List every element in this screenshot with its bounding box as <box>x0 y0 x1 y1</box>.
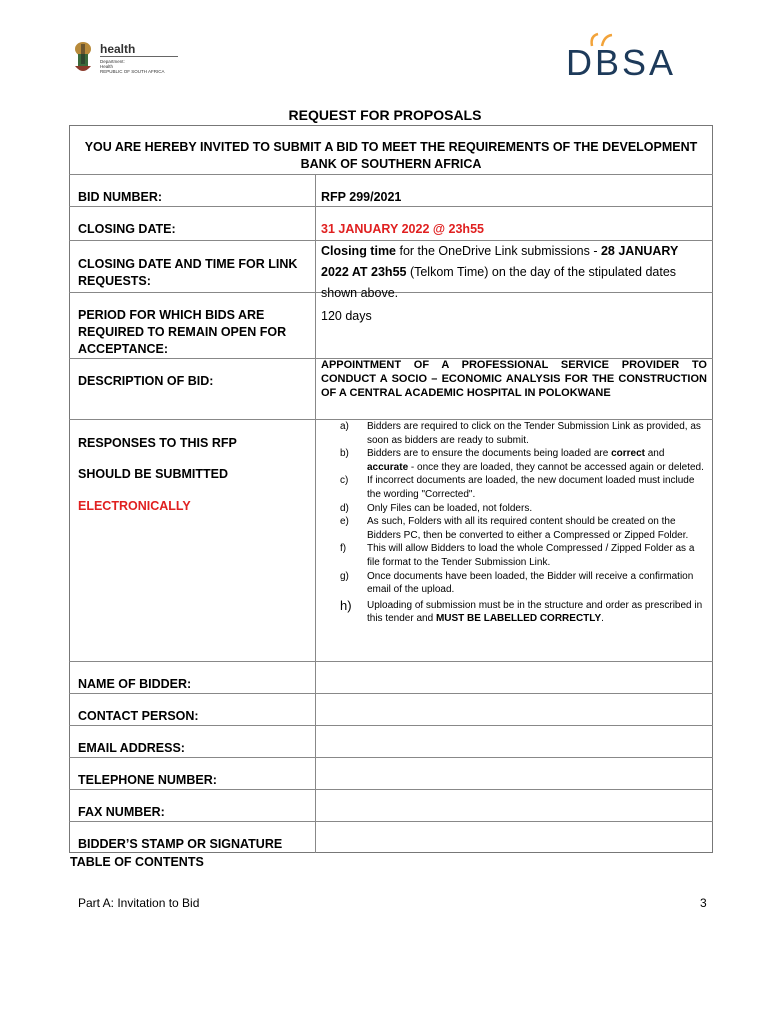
fax-number-label: FAX NUMBER: <box>78 805 165 819</box>
bid-number-label: BID NUMBER: <box>78 190 163 204</box>
row-divider <box>69 206 713 207</box>
coat-of-arms-icon <box>72 40 94 76</box>
leaf-icon <box>588 32 614 48</box>
table-of-contents-heading: TABLE OF CONTENTS <box>70 855 204 869</box>
period-label: PERIOD FOR WHICH BIDS ARE REQUIRED TO REMAIN OPEN FOR ACCEPTANCE: <box>78 308 287 356</box>
health-wordmark: health <box>100 42 136 56</box>
list-item: e) As such, Folders with all its required content should be created on the Bidders PC, then be converted to either a Compressed or Zipped Folder. <box>340 516 689 541</box>
stamp-signature-label: BIDDER’S STAMP OR SIGNATURE <box>78 837 283 851</box>
closing-date-label: CLOSING DATE: <box>78 222 176 236</box>
department-label: Department: Health <box>100 59 125 69</box>
footer-section: Part A: Invitation to Bid <box>78 896 200 910</box>
bid-number-value: RFP 299/2021 <box>321 190 402 204</box>
closing-link-value: Closing time for the OneDrive Link submissions - 28 JANUARY 2022 AT 23h55 (Telkom Time) on the day of the stipulated dates shown above. <box>321 244 679 300</box>
name-of-bidder-label: NAME OF BIDDER: <box>78 677 192 691</box>
list-item: d) Only Files can be loaded, not folders. <box>340 502 533 514</box>
electronically-label: ELECTRONICALLY <box>78 499 191 513</box>
page-number: 3 <box>700 896 707 910</box>
stamp-signature-field[interactable] <box>316 822 712 852</box>
submitted-label: SHOULD BE SUBMITTED <box>78 467 228 481</box>
invitation-text: YOU ARE HEREBY INVITED TO SUBMIT A BID TO MEET THE REQUIREMENTS OF THE DEVELOPMENT BANK OF SOUTHERN AFRICA <box>84 140 698 171</box>
email-address-label: EMAIL ADDRESS: <box>78 741 185 755</box>
row-divider <box>69 174 713 175</box>
list-item: b) Bidders are to ensure the documents being loaded are correct and accurate - once they are loaded, they cannot be accessed again or deleted. <box>340 448 704 473</box>
email-address-field[interactable] <box>316 726 712 757</box>
closing-link-label: CLOSING DATE AND TIME FOR LINK REQUESTS: <box>78 257 298 288</box>
list-item: c) If incorrect documents are loaded, the new document loaded must include the wording "Corrected". <box>340 475 695 500</box>
list-item: h) Uploading of submission must be in the structure and order as prescribed in this tender and MUST BE LABELLED CORRECTLY. <box>340 597 703 625</box>
responses-label: RESPONSES TO THIS RFP <box>78 436 237 450</box>
dbsa-wordmark: DBSA <box>566 42 677 83</box>
fax-number-field[interactable] <box>316 790 712 821</box>
document-title: REQUEST FOR PROPOSALS <box>288 107 482 123</box>
description-value: APPOINTMENT OF A PROFESSIONAL SERVICE PROVIDER TO CONDUCT A SOCIO – ECONOMIC ANALYSIS FOR THE CONSTRUCTION OF A CENTRAL ACADEMIC HOSPITAL IN POLOKWANE <box>321 359 707 399</box>
dbsa-logo <box>566 28 676 82</box>
logo-divider <box>100 56 178 57</box>
description-label: DESCRIPTION OF BID: <box>78 374 214 388</box>
name-of-bidder-field[interactable] <box>316 662 712 693</box>
submission-instructions <box>340 420 708 626</box>
telephone-number-field[interactable] <box>316 758 712 789</box>
republic-label: REPUBLIC OF SOUTH AFRICA <box>100 69 165 74</box>
list-item: f) This will allow Bidders to load the whole Compressed / Zipped Folder as a file format to the Tender Submission Link. <box>340 543 695 568</box>
contact-person-field[interactable] <box>316 694 712 725</box>
list-item: g) Once documents have been loaded, the Bidder will receive a confirmation email of the upload. <box>340 570 694 596</box>
telephone-number-label: TELEPHONE NUMBER: <box>78 773 217 787</box>
closing-date-value: 31 JANUARY 2022 @ 23h55 <box>321 222 484 236</box>
health-department-logo <box>72 40 184 80</box>
list-item: a) Bidders are required to click on the Tender Submission Link as provided, as soon as bidders are ready to submit. <box>340 421 701 446</box>
contact-person-label: CONTACT PERSON: <box>78 709 199 723</box>
period-value: 120 days <box>321 309 372 323</box>
